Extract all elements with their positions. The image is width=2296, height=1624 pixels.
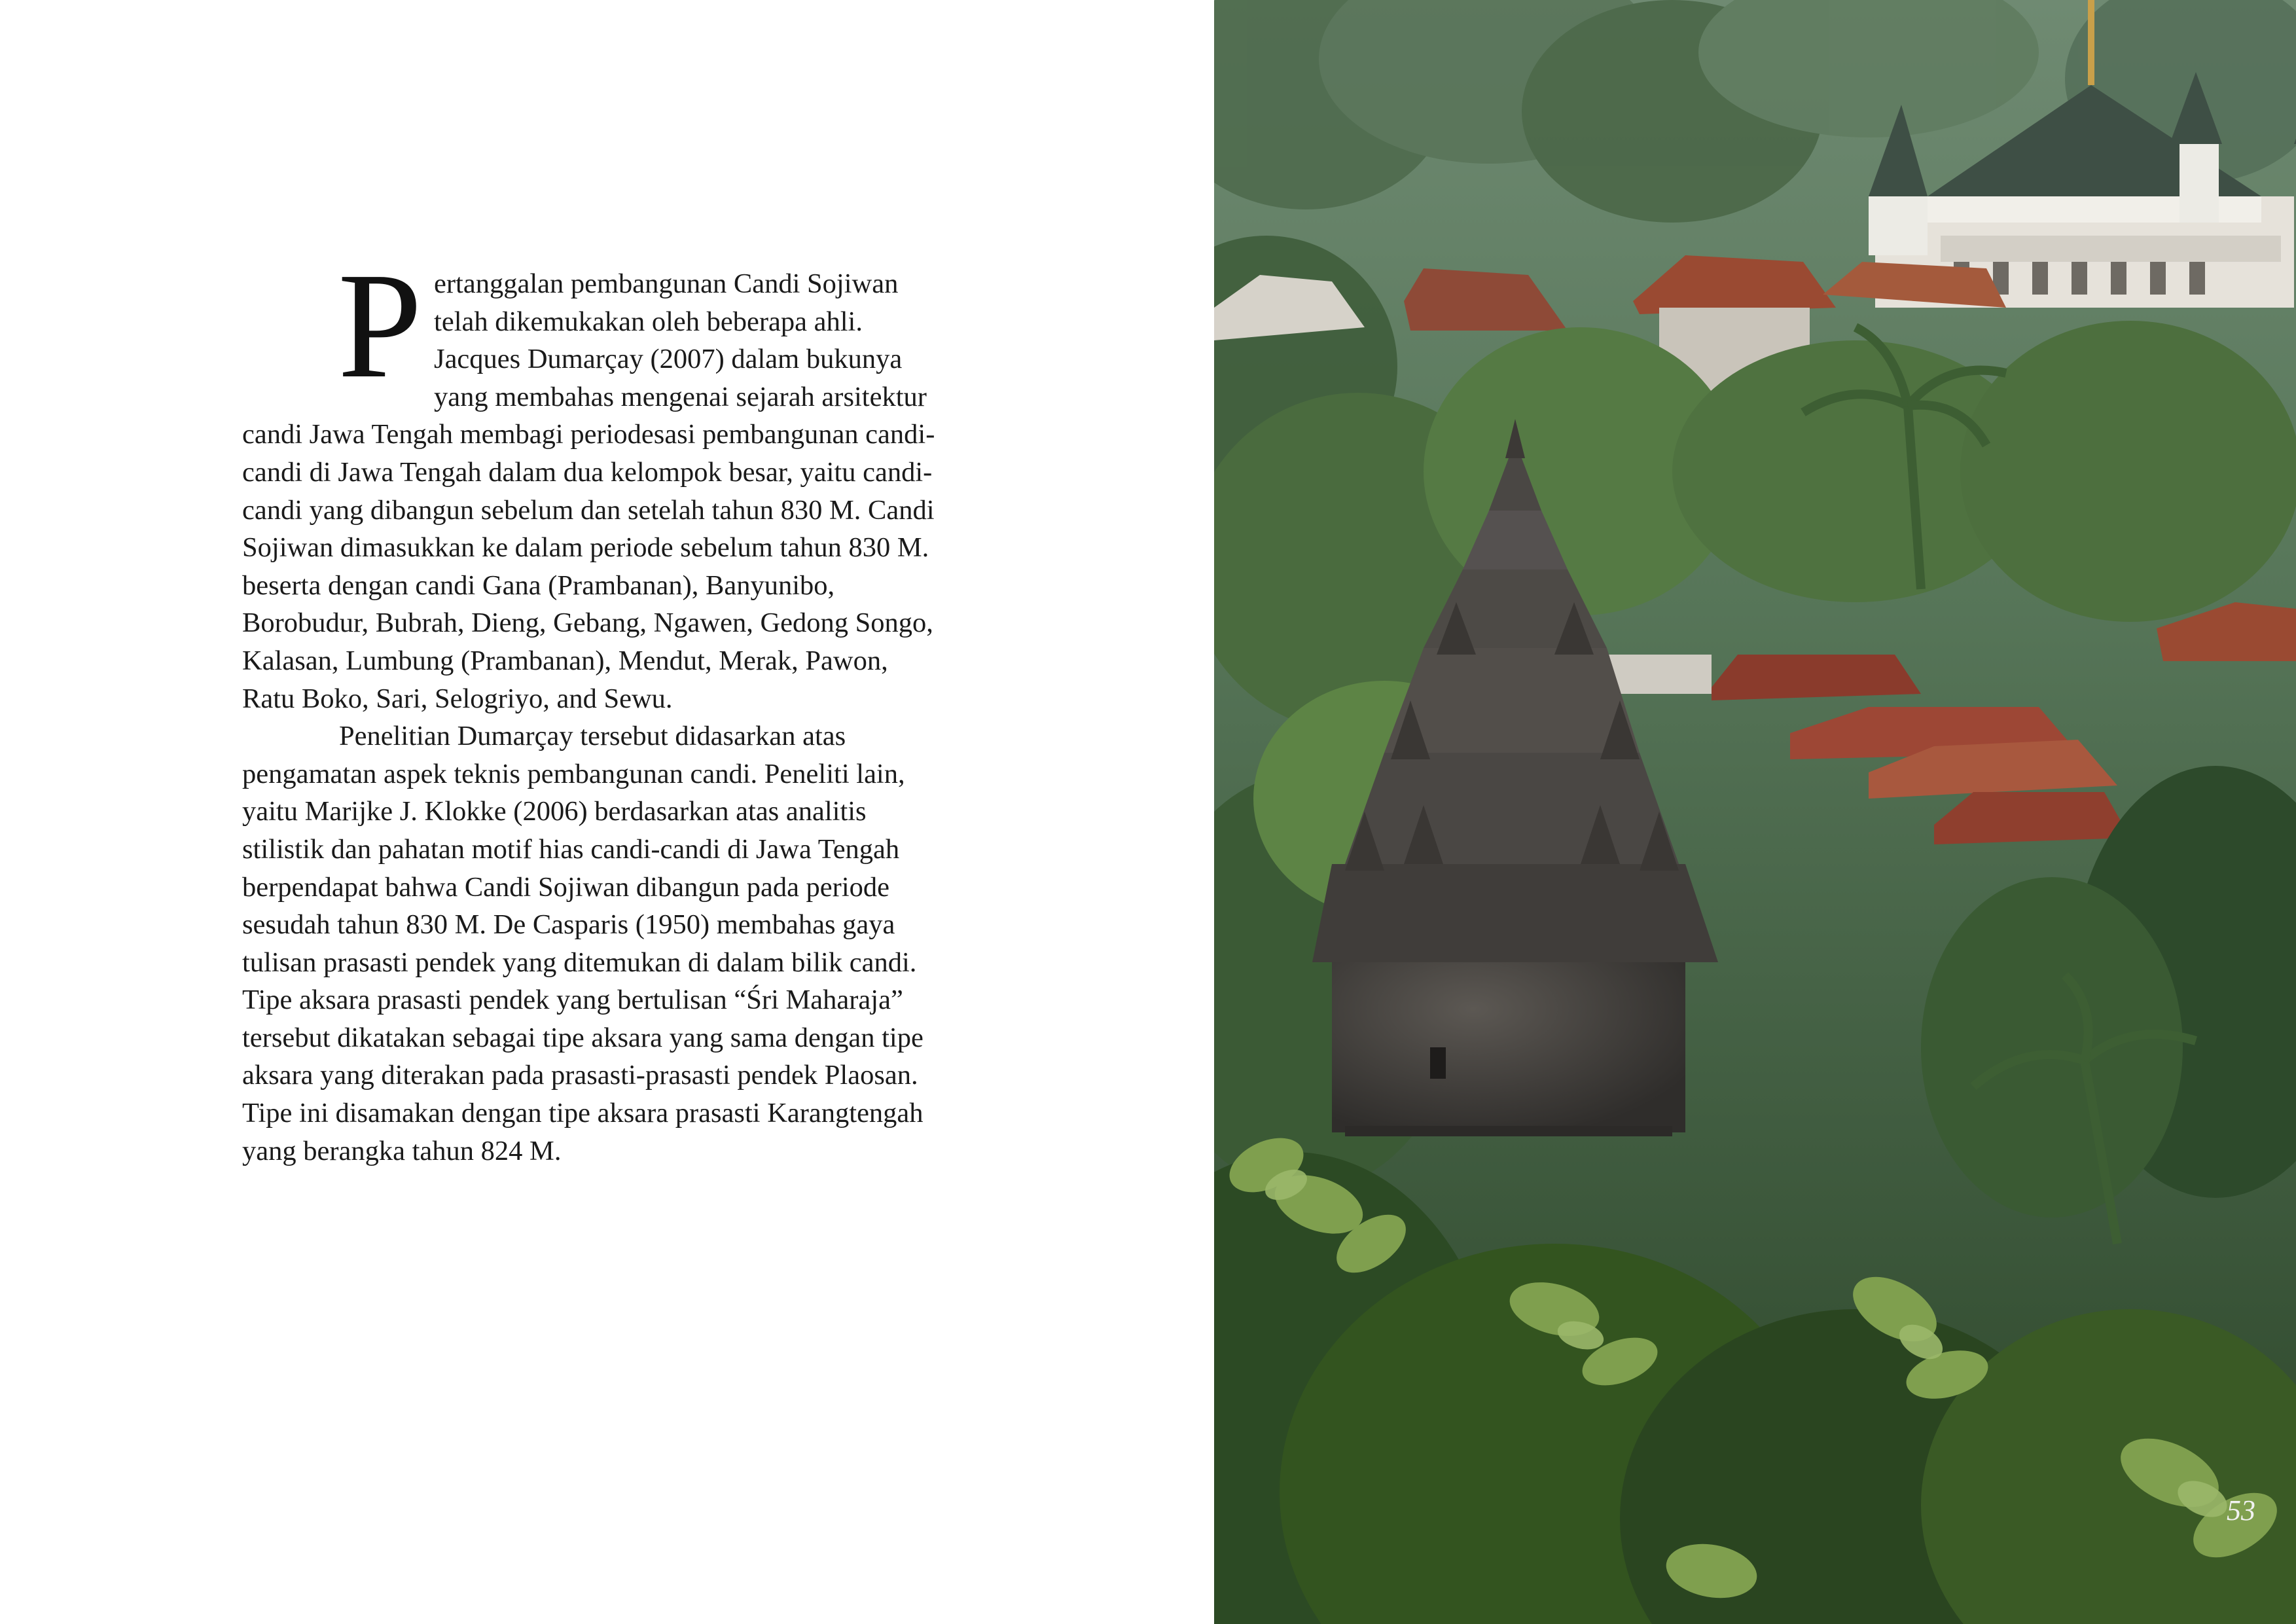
temple-photo <box>1214 0 2296 1624</box>
page-number: 53 <box>2227 1494 2255 1526</box>
paragraph-1-text: ertanggalan pembangunan Candi Sojiwan telah dikemukakan oleh beberapa ahli. Jacques Dumarçay (2007) dalam bukunya yang membahas mengenai sejarah arsitektur candi Jawa Tengah membagi periodesasi pembangunan candi-candi di Jawa Tengah dalam dua kelompok besar, yaitu candi-candi yang dibangun sebelum dan setelah tahun 830 M. Candi Sojiwan dimasukkan ke dalam periode sebelum tahun 830 M. beserta dengan candi Gana (Prambanan), Banyunibo, Borobudur, Bubrah, Dieng, Gebang, Ngawen, Gedong Songo, Kalasan, Lumbung (Prambanan), Mendut, Merak, Pawon, Ratu Boko, Sari, Selogriyo, and Sewu. <box>242 268 935 714</box>
photo-page <box>1214 0 2296 1624</box>
article-body <box>242 242 942 1170</box>
paragraph-2: Penelitian Dumarçay tersebut didasarkan atas pengamatan aspek teknis pembangunan candi. Peneliti lain, yaitu Marijke J. Klokke (2006) berdasarkan atas analitis stilistik dan pahatan motif hias candi-candi di Jawa Tengah berpendapat bahwa Candi Sojiwan dibangun pada periode sesudah tahun 830 M. De Casparis (1950) membahas gaya tulisan prasasti pendek yang ditemukan di dalam bilik candi. Tipe aksara prasasti pendek yang bertulisan “Śri Maharaja” tersebut dikatakan sebagai tipe aksara yang sama dengan tipe aksara yang diterakan pada prasasti-prasasti pendek Plaosan. Tipe ini disamakan dengan tipe aksara prasasti Karangtengah yang berangka tahun 824 M. <box>242 721 924 1166</box>
paragraph-1 <box>242 242 942 717</box>
drop-cap: P <box>338 242 423 410</box>
